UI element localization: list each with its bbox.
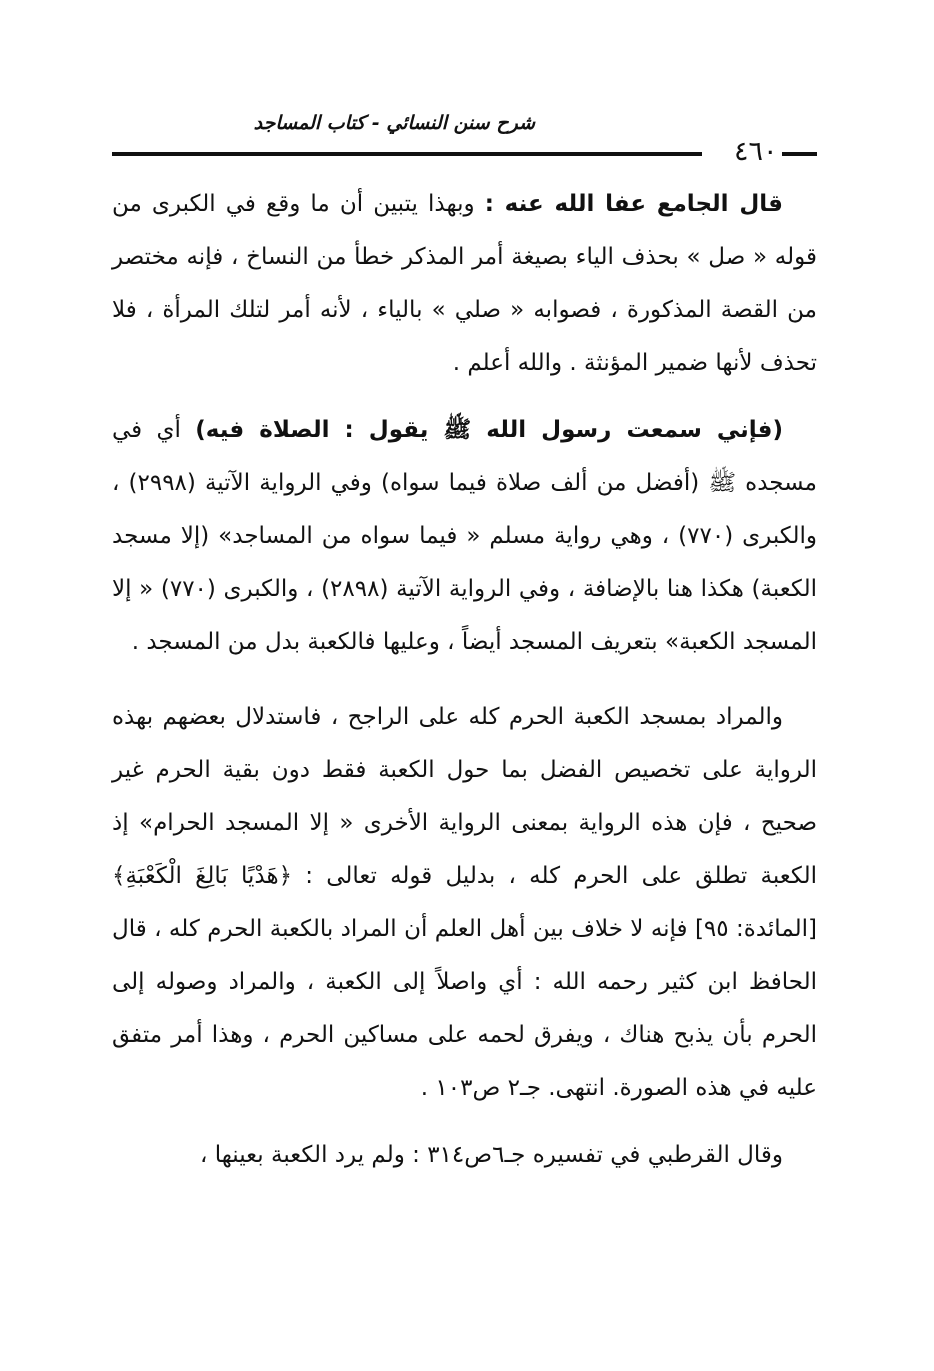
page-number-rule (782, 152, 817, 156)
paragraph-4 (112, 1129, 817, 1182)
paragraph-1-text: وبهذا يتبين أن ما وقع في الكبرى من قوله « صل » بحذف الياء بصيغة أمر المذكر خطأ من النساخ ، فإنه مختصر من القصة المذكورة ، فصوابه « صلي » بالياء ، لأنه أمر لتلك المرأة ، فلا تحذف لأنها ضمير المؤنثة . والله أعلم . (112, 191, 817, 376)
page-number: ٤٦٠ (734, 136, 778, 167)
paragraph-1-lead: قال الجامع عفا الله عنه : (484, 191, 783, 217)
paragraph-3 (112, 691, 817, 1115)
body-text (112, 178, 817, 1196)
page-header (112, 112, 817, 167)
running-title: شرح سنن النسائي - كتاب المساجد (253, 112, 535, 134)
paragraph-2-lead: (فإني سمعت رسول الله ﷺ يقول : الصلاة فيه) (195, 417, 783, 443)
paragraph-4-text: وقال القرطبي في تفسيره جـ٦ص٣١٤ : ولم يرد الكعبة بعينها ، (199, 1142, 783, 1168)
header-rule (112, 152, 702, 156)
paragraph-3-text: والمراد بمسجد الكعبة الحرم كله على الراجح ، فاستدلال بعضهم بهذه الرواية على تخصيص الفضل بما حول الكعبة فقط دون بقية الحرم غير صحيح ، فإن هذه الرواية بمعنى الرواية الأخرى « إلا المسجد الحرام» إذ الكعبة تطلق على الحرم كله ، بدليل قوله تعالى : ﴿هَدْيًا بَالِغَ الْكَعْبَةِ﴾ [المائدة: ٩٥] فإنه لا خلاف بين أهل العلم أن المراد بالكعبة الحرم كله ، قال الحافظ ابن كثير رحمه الله : أي واصلاً إلى الكعبة ، والمراد وصوله إلى الحرم بأن يذبح هناك ، ويفرق لحمه على مساكين الحرم ، وهذا أمر متفق عليه في هذه الصورة. انتهى. جـ٢ ص١٠٣ . (112, 704, 817, 1101)
paragraph-1 (112, 178, 817, 390)
paragraph-2 (112, 404, 817, 669)
paragraph-2-text: أي في مسجده ﷺ (أفضل من ألف صلاة فيما سواه) وفي الرواية الآتية (٢٩٩٨) ، والكبرى (٧٧٠) ، وهي رواية مسلم « فيما سواه من المساجد» (إلا مسجد الكعبة) هكذا هنا بالإضافة ، وفي الرواية الآتية (٢٨٩٨) ، والكبرى (٧٧٠) « إلا المسجد الكعبة» بتعريف المسجد أيضاً ، وعليها فالكعبة بدل من المسجد . (112, 417, 818, 655)
